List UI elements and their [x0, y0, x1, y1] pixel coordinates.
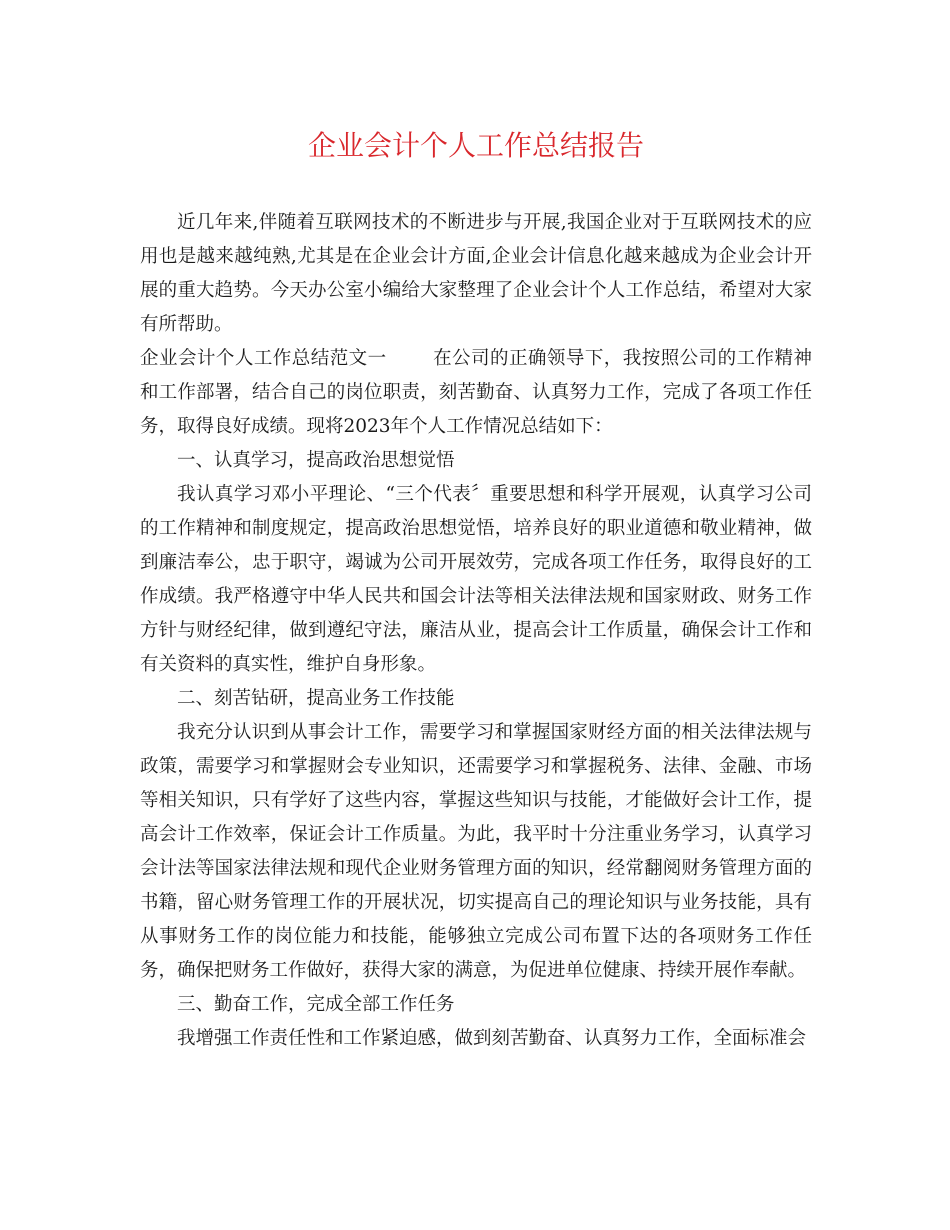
sample-paragraph: [140, 342, 812, 444]
section-heading-1: 一、认真学习，提高政治思想觉悟: [177, 450, 455, 471]
document-title: 企业会计个人工作总结报告: [307, 129, 644, 162]
section-body-2: 我充分认识到从事会计工作，需要学习和掌握国家财经方面的相关法律法规与政策，需要学习和掌握财会专业知识，还需要学习和掌握税务、法律、金融、市场等相关知识，只有学好了这些内容，掌握这些知识与技能，才能做好会计工作，提高会计工作效率，保证会计工作质量。为此，我平时十分注重业务学习，认真学习会计法等国家法律法规和现代企业财务管理方面的知识，经常翻阅财务管理方面的书籍，留心财务管理工作的开展状况，切实提高自己的理论知识与业务技能，具有从事财务工作的岗位能力和技能，能够独立完成公司布置下达的各项财务工作任务，确保把财务工作做好，获得大家的满意，为促进单位健康、持续开展作奉献。: [140, 722, 812, 981]
section-body-1: 我认真学习邓小平理论、“三个代表〞重要思想和科学开展观，认真学习公司的工作精神和制度规定，提高政治思想觉悟，培养良好的职业道德和敬业精神，做到廉洁奉公，忠于职守，竭诚为公司开展效劳，完成各项工作任务，取得良好的工作成绩。我严格遵守中华人民共和国会计法等相关法律法规和国家财政、财务工作方针与财经纪律，做到遵纪守法，廉洁从业，提高会计工作质量，确保会计工作和有关资料的真实性，维护自身形象。: [140, 484, 812, 675]
sample-opening: 在公司的正确领导下，我按照公司的工作精神和工作部署，结合自己的岗位职责，刻苦勤奋、认真努力工作，完成了各项工作任务，取得良好成绩。现将2023年个人工作情况总结如下：: [140, 348, 812, 437]
intro-paragraph: 近几年来,伴随着互联网技术的不断进步与开展,我国企业对于互联网技术的应用也是越来越纯熟,尤其是在企业会计方面,企业会计信息化越来越成为企业会计开展的重大趋势。今天办公室小编给大家整理了企业会计个人工作总结，希望对大家有所帮助。: [140, 212, 812, 335]
document-page: [140, 126, 812, 1056]
section-heading-2: 二、刻苦钻研，提高业务工作技能: [177, 688, 455, 709]
sample-label: 企业会计个人工作总结范文一: [140, 348, 387, 369]
section-heading-3: 三、勤奋工作，完成全部工作任务: [177, 994, 455, 1015]
section-body-3: 我增强工作责任性和工作紧迫感，做到刻苦勤奋、认真努力工作，全面标准会: [177, 1028, 807, 1049]
